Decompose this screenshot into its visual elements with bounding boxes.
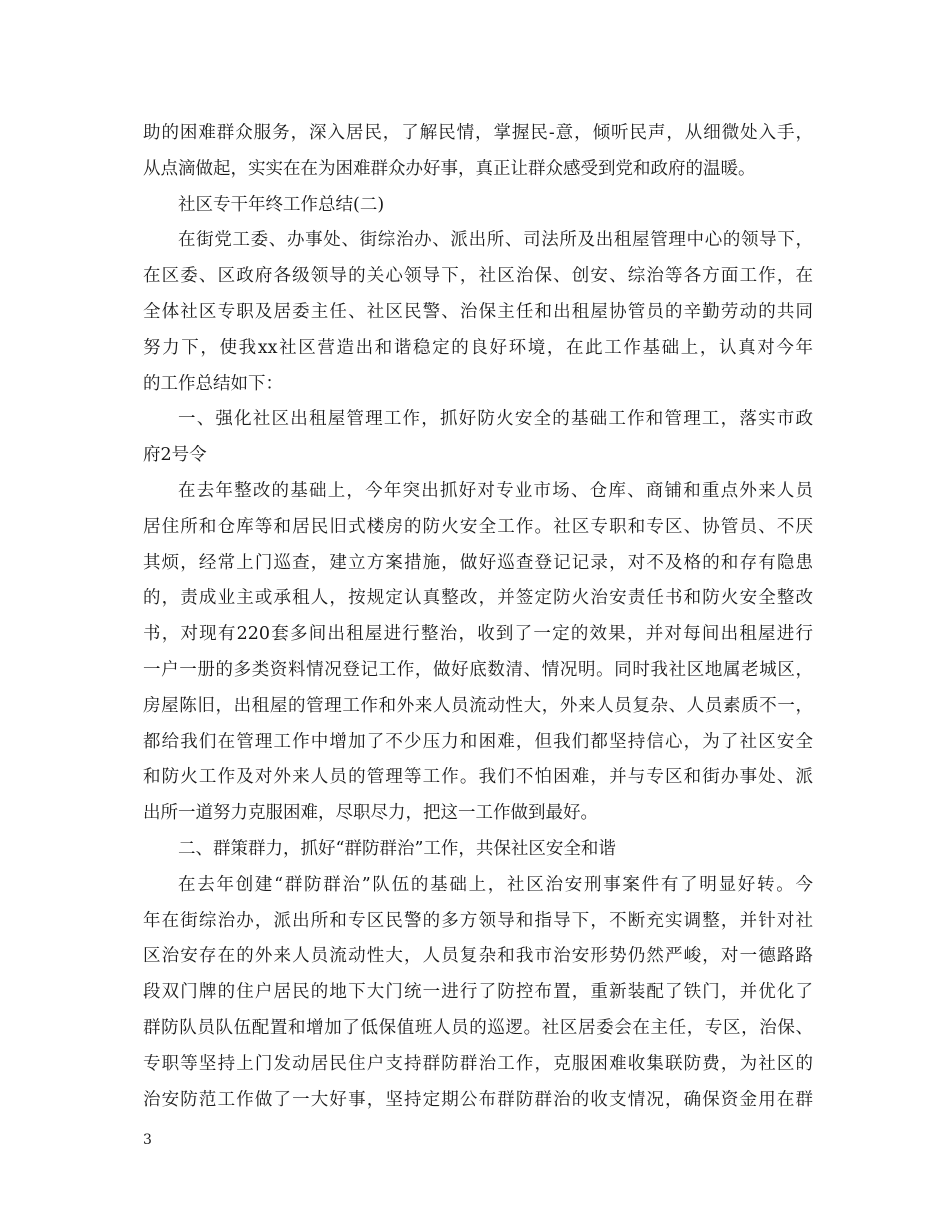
- paragraph-line: 在去年创建“群防群治”队伍的基础上，社区治安刑事案件有了明显好转。今: [178, 874, 813, 895]
- paragraph-line: 治安防范工作做了一大好事，坚持定期公布群防群治的收支情况，确保资金用在群: [143, 1089, 813, 1110]
- paragraph-line: 都给我们在管理工作中增加了不少压力和困难，但我们都坚持信心，为了社区安全: [143, 731, 813, 752]
- paragraph-line: 努力下，使我xx社区营造出和谐稳定的良好环境，在此工作基础上，认真对今年: [143, 337, 813, 358]
- paragraph-line: 段双门牌的住户居民的地下大门统一进行了防控布置，重新装配了铁门，并优化了: [143, 982, 813, 1003]
- paragraph-line: 房屋陈旧，出租屋的管理工作和外来人员流动性大，外来人员复杂、人员素质不一，: [143, 695, 813, 716]
- paragraph-line: 助的困难群众服务，深入居民，了解民情，掌握民-意，倾听民声，从细微处入手，: [143, 123, 813, 143]
- paragraph-line: 其烦，经常上门巡查，建立方案措施，做好巡查登记记录，对不及格的和存有隐患: [143, 552, 813, 573]
- paragraph-line: 在街党工委、办事处、街综治办、派出所、司法所及出租屋管理中心的领导下，: [178, 230, 813, 251]
- heading-line: 一、强化社区出租屋管理工作，抓好防火安全的基础工作和管理工，落实市政: [178, 409, 813, 430]
- paragraph-line: 书，对现有220套多间出租屋进行整治，收到了一定的效果，并对每间出租屋进行: [143, 624, 813, 645]
- paragraph-line: 一户一册的多类资料情况登记工作，做好底数清、情况明。同时我社区地属老城区，: [143, 659, 813, 680]
- paragraph-line: 群防队员队伍配置和增加了低保值班人员的巡逻。社区居委会在主任，专区，治保、: [143, 1017, 813, 1038]
- paragraph-line: 专职等坚持上门发动居民住户支持群防群治工作，克服困难收集联防费，为社区的: [143, 1053, 813, 1074]
- paragraph-line: 的工作总结如下：: [143, 373, 283, 394]
- paragraph-line: 出所一道努力克服困难，尽职尽力，把这一工作做到最好。: [143, 803, 598, 824]
- paragraph-line: 居住所和仓库等和居民旧式楼房的防火安全工作。社区专职和专区、协管员、不厌: [143, 516, 813, 537]
- paragraph-line: 全体社区专职及居委主任、社区民警、治保主任和出租屋协管员的辛勤劳动的共同: [143, 301, 813, 322]
- page-number: 3: [143, 1132, 152, 1148]
- heading-line: 府2号令: [143, 445, 207, 466]
- paragraph-line: 的，责成业主或承租人，按规定认真整改，并签定防火治安责任书和防火安全整改: [143, 588, 813, 609]
- paragraph-line: 年在街综治办，派出所和专区民警的多方领导和指导下，不断充实调整，并针对社: [143, 910, 813, 931]
- section-title: 社区专干年终工作总结(二): [178, 194, 385, 215]
- paragraph-line: 区治安存在的外来人员流动性大，人员复杂和我市治安形势仍然严峻，对一德路路: [143, 946, 813, 967]
- paragraph-line: 在去年整改的基础上，今年突出抓好对专业市场、仓库、商铺和重点外来人员: [178, 480, 813, 501]
- paragraph-line: 和防火工作及对外来人员的管理等工作。我们不怕困难，并与专区和街办事处、派: [143, 767, 813, 788]
- paragraph-line: 从点滴做起，实实在在为困难群众办好事，真正让群众感受到党和政府的温暖。: [143, 158, 756, 179]
- paragraph-line: 在区委、区政府各级领导的关心领导下，社区治保、创安、综治等各方面工作，在: [143, 266, 813, 287]
- document-body: [143, 116, 813, 1118]
- heading-line: 二、群策群力，抓好“群防群治”工作，共保社区安全和谐: [178, 838, 616, 859]
